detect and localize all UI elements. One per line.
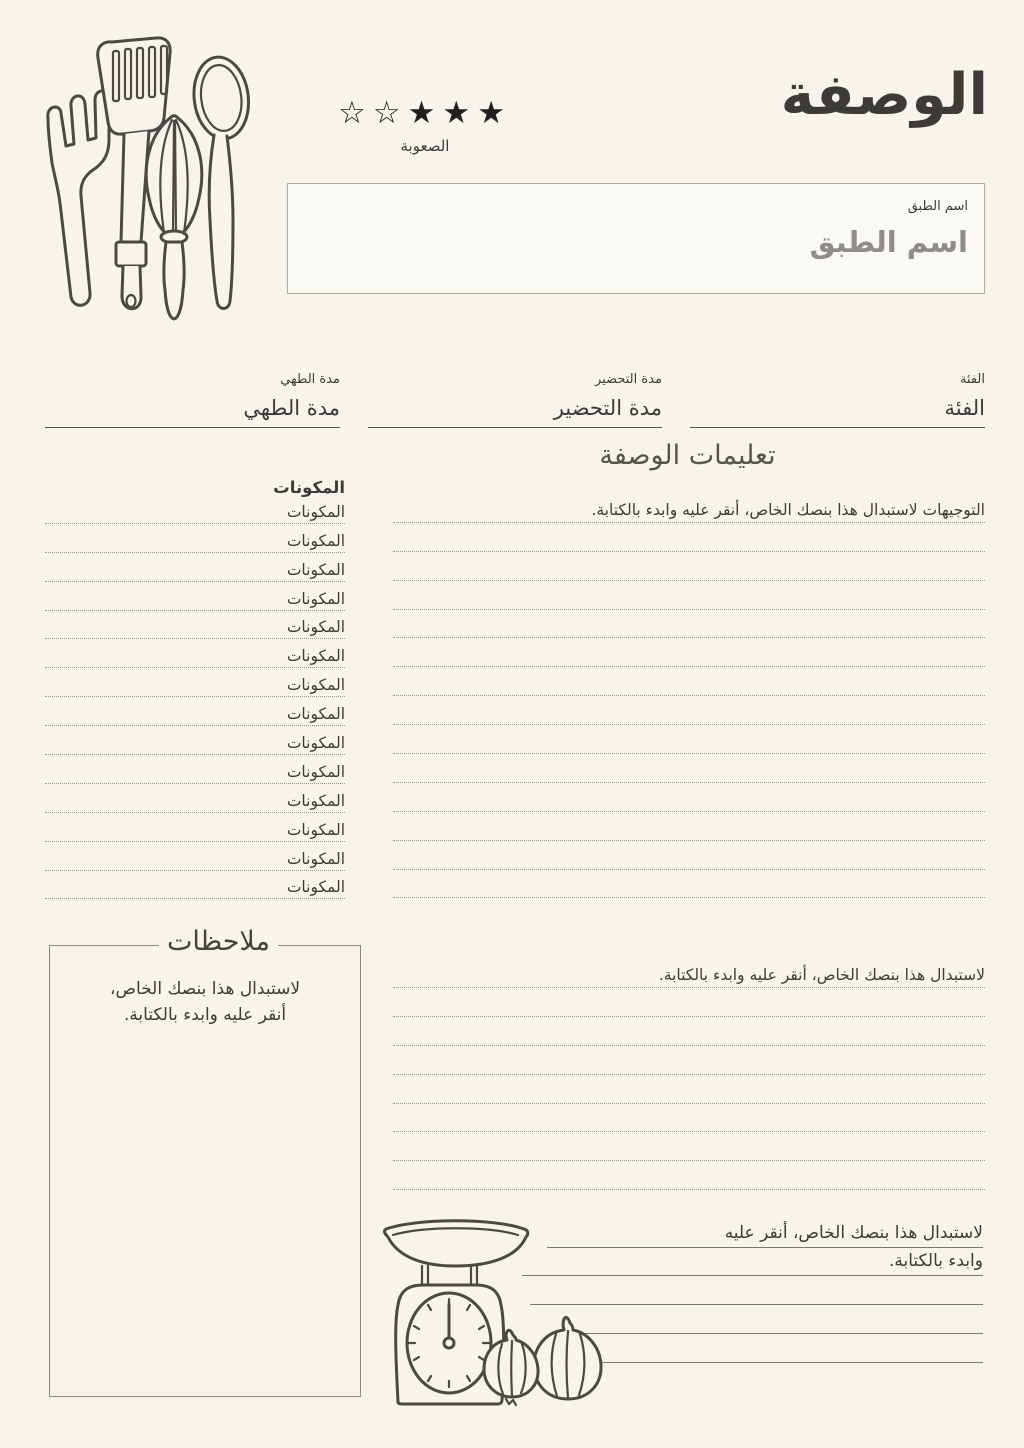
ingredient-placeholder[interactable]: المكونات bbox=[286, 878, 345, 897]
ingredient-line[interactable] bbox=[45, 842, 345, 871]
writing-line[interactable] bbox=[556, 1333, 983, 1334]
notes-heading: ملاحظات bbox=[159, 926, 278, 957]
writing-line[interactable] bbox=[393, 610, 985, 639]
star-rating bbox=[336, 95, 514, 131]
writing-line[interactable] bbox=[393, 725, 985, 754]
ingredients-heading: المكونات bbox=[273, 478, 345, 497]
writing-line[interactable] bbox=[393, 1104, 985, 1133]
ingredient-line[interactable] bbox=[45, 697, 345, 726]
instructions-placeholder-3a[interactable]: لاستبدال هذا بنصك الخاص، أنقر عليه bbox=[724, 1223, 983, 1243]
writing-line[interactable] bbox=[393, 870, 985, 899]
ingredient-line[interactable] bbox=[45, 582, 345, 611]
ingredient-placeholder[interactable]: المكونات bbox=[286, 734, 345, 753]
ingredient-line[interactable] bbox=[45, 553, 345, 582]
writing-line[interactable] bbox=[393, 581, 985, 610]
ingredient-placeholder[interactable]: المكونات bbox=[286, 705, 345, 724]
ingredient-placeholder[interactable]: المكونات bbox=[286, 849, 345, 868]
ingredient-placeholder[interactable]: المكونات bbox=[286, 791, 345, 810]
writing-line[interactable] bbox=[393, 812, 985, 841]
ingredient-line[interactable] bbox=[45, 495, 345, 524]
difficulty-rating bbox=[336, 95, 514, 155]
writing-line[interactable] bbox=[393, 552, 985, 581]
kitchen-scale-illustration bbox=[378, 1213, 615, 1411]
ingredient-line[interactable] bbox=[45, 755, 345, 784]
star-icon[interactable]: ★ bbox=[442, 95, 478, 131]
ingredients-section bbox=[45, 478, 345, 899]
ingredient-placeholder[interactable]: المكونات bbox=[286, 560, 345, 579]
instructions-block-2 bbox=[393, 948, 985, 1190]
instructions-heading: تعليمات الوصفة bbox=[599, 440, 776, 471]
prep-time-value[interactable]: مدة التحضير bbox=[368, 396, 662, 428]
star-icon[interactable]: ★ bbox=[477, 95, 512, 131]
writing-line[interactable] bbox=[393, 1161, 985, 1190]
writing-line[interactable] bbox=[393, 1046, 985, 1075]
ingredient-placeholder[interactable]: المكونات bbox=[286, 762, 345, 781]
instructions-placeholder-2[interactable]: لاستبدال هذا بنصك الخاص، أنقر عليه وابدء بالكتابة. bbox=[658, 966, 985, 984]
difficulty-label: الصعوبة bbox=[400, 137, 450, 155]
writing-line[interactable] bbox=[393, 523, 985, 552]
instructions-placeholder-1[interactable]: التوجيهات لاستبدال هذا بنصك الخاص، أنقر عليه وابدء بالكتابة. bbox=[591, 500, 985, 519]
dish-name-box[interactable] bbox=[287, 183, 985, 294]
ingredient-line[interactable] bbox=[45, 639, 345, 668]
ingredient-placeholder[interactable]: المكونات bbox=[286, 618, 345, 637]
page-title: الوصفة bbox=[780, 62, 988, 128]
cook-time-value[interactable]: مدة الطهي bbox=[45, 396, 340, 428]
notes-box[interactable] bbox=[49, 926, 361, 1397]
ingredient-line[interactable] bbox=[45, 784, 345, 813]
writing-line[interactable] bbox=[393, 988, 985, 1017]
writing-line[interactable] bbox=[393, 494, 985, 523]
ingredient-line[interactable] bbox=[45, 668, 345, 697]
ingredient-placeholder[interactable]: المكونات bbox=[286, 531, 345, 550]
ingredient-line[interactable] bbox=[45, 871, 345, 900]
writing-line[interactable] bbox=[393, 1075, 985, 1104]
writing-line[interactable] bbox=[393, 638, 985, 667]
dish-name-value[interactable]: اسم الطبق bbox=[809, 225, 968, 259]
ingredient-placeholder[interactable]: المكونات bbox=[286, 820, 345, 839]
cook-time-field bbox=[45, 372, 340, 428]
instructions-block-1 bbox=[393, 494, 985, 898]
writing-line[interactable] bbox=[393, 948, 985, 988]
ingredient-placeholder[interactable]: المكونات bbox=[286, 647, 345, 666]
writing-line[interactable] bbox=[393, 696, 985, 725]
writing-line[interactable] bbox=[600, 1362, 983, 1363]
ingredient-placeholder[interactable]: المكونات bbox=[286, 589, 345, 608]
star-icon[interactable]: ★ bbox=[407, 95, 443, 131]
ingredient-placeholder[interactable]: المكونات bbox=[286, 676, 345, 695]
category-label: الفئة bbox=[959, 372, 985, 387]
writing-line[interactable] bbox=[393, 754, 985, 783]
prep-time-label: مدة التحضير bbox=[595, 372, 662, 387]
ingredient-line[interactable] bbox=[45, 524, 345, 553]
writing-line[interactable] bbox=[393, 1017, 985, 1046]
writing-line[interactable] bbox=[393, 841, 985, 870]
utensils-illustration bbox=[28, 18, 296, 336]
ingredient-line[interactable] bbox=[45, 726, 345, 755]
category-field bbox=[690, 372, 985, 428]
star-icon[interactable]: ☆ bbox=[338, 95, 373, 131]
instructions-placeholder-3b[interactable]: وابدء بالكتابة. bbox=[888, 1251, 983, 1271]
ingredient-line[interactable] bbox=[45, 611, 345, 640]
writing-line[interactable] bbox=[393, 1132, 985, 1161]
cook-time-label: مدة الطهي bbox=[280, 372, 340, 387]
prep-time-field bbox=[368, 372, 662, 428]
star-icon[interactable]: ☆ bbox=[372, 95, 408, 131]
writing-line[interactable] bbox=[393, 667, 985, 696]
notes-placeholder[interactable]: لاستبدال هذا بنصك الخاص، أنقر عليه وابدء بالكتابة. bbox=[109, 979, 301, 1026]
category-value[interactable]: الفئة bbox=[690, 396, 985, 428]
dish-name-label: اسم الطبق bbox=[907, 199, 968, 214]
ingredient-line[interactable] bbox=[45, 813, 345, 842]
writing-line[interactable] bbox=[393, 783, 985, 812]
ingredient-placeholder[interactable]: المكونات bbox=[286, 502, 345, 521]
